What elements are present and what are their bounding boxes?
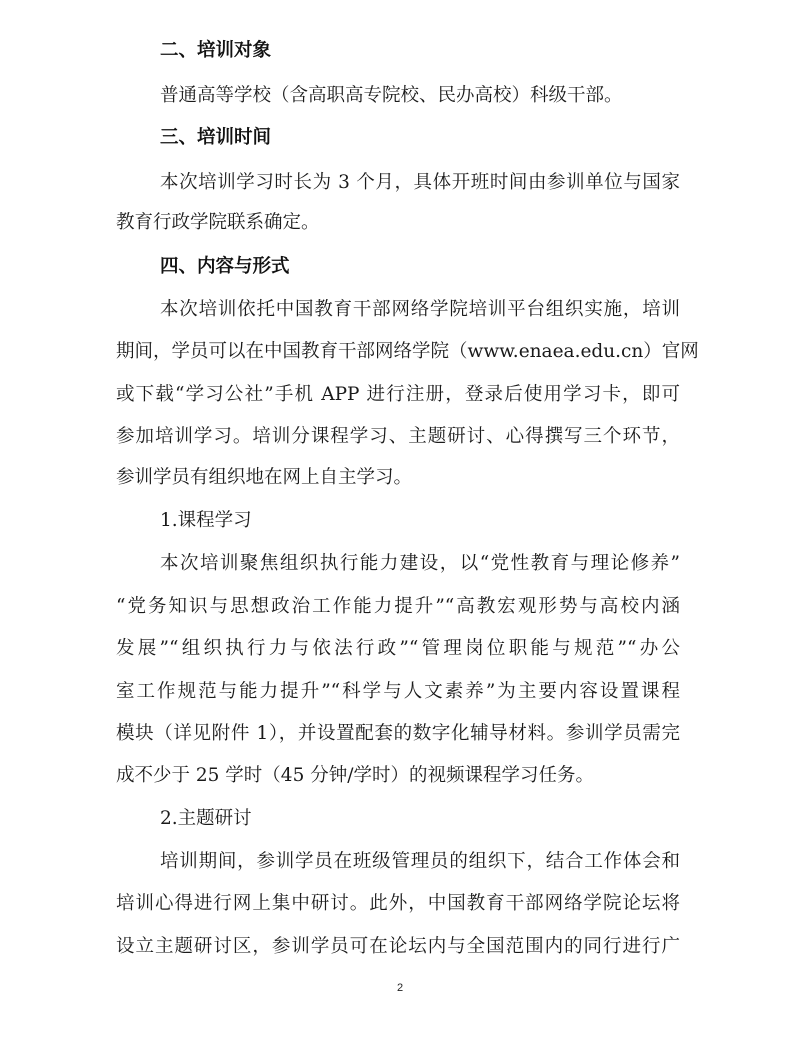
paragraph-line: 教育行政学院联系确定。	[116, 212, 320, 233]
section-heading-training-target: 二、培训对象	[160, 40, 272, 61]
subsection-heading-course-study: 1.课程学习	[160, 510, 252, 531]
paragraph-line: 普通高等学校（含高职高专院校、民办高校）科级干部。	[160, 85, 623, 106]
paragraph-line: 参加培训学习。培训分课程学习、主题研讨、心得撰写三个环节，	[116, 426, 680, 447]
paragraph-line: 室工作规范与能力提升”“科学与人文素养”为主要内容设置课程	[116, 681, 680, 702]
paragraph-line: 本次培训依托中国教育干部网络学院培训平台组织实施，培训	[160, 299, 680, 320]
section-heading-training-time: 三、培训时间	[160, 127, 272, 148]
paragraph-line: 培训心得进行网上集中研讨。此外，中国教育干部网络学院论坛将	[116, 893, 680, 914]
paragraph-line: 发展”“组织执行力与依法行政”“管理岗位职能与规范”“办公	[116, 638, 680, 659]
paragraph-line: 设立主题研讨区，参训学员可在论坛内与全国范围内的同行进行广	[116, 936, 680, 957]
paragraph-line: 期间，学员可以在中国教育干部网络学院（www.enaea.edu.cn）官网	[116, 341, 699, 362]
section-heading-content-format: 四、内容与形式	[160, 256, 290, 277]
page-number: 2	[396, 982, 404, 994]
paragraph-line: 本次培训聚焦组织执行能力建设，以“党性教育与理论修养”	[160, 553, 680, 574]
paragraph-line: 参训学员有组织地在网上自主学习。	[116, 467, 413, 488]
paragraph-line: 或下载“学习公社”手机 APP 进行注册，登录后使用学习卡，即可	[116, 384, 680, 405]
subsection-heading-thematic-seminar: 2.主题研讨	[160, 808, 252, 829]
paragraph-line: 成不少于 25 学时（45 分钟/学时）的视频课程学习任务。	[116, 765, 594, 786]
paragraph-line: 培训期间，参训学员在班级管理员的组织下，结合工作体会和	[160, 851, 680, 872]
paragraph-line: 本次培训学习时长为 3 个月，具体开班时间由参训单位与国家	[160, 172, 680, 193]
paragraph-line: “党务知识与思想政治工作能力提升”“高教宏观形势与高校内涵	[116, 596, 680, 617]
paragraph-line: 模块（详见附件 1），并设置配套的数字化辅导材料。参训学员需完	[116, 723, 680, 744]
